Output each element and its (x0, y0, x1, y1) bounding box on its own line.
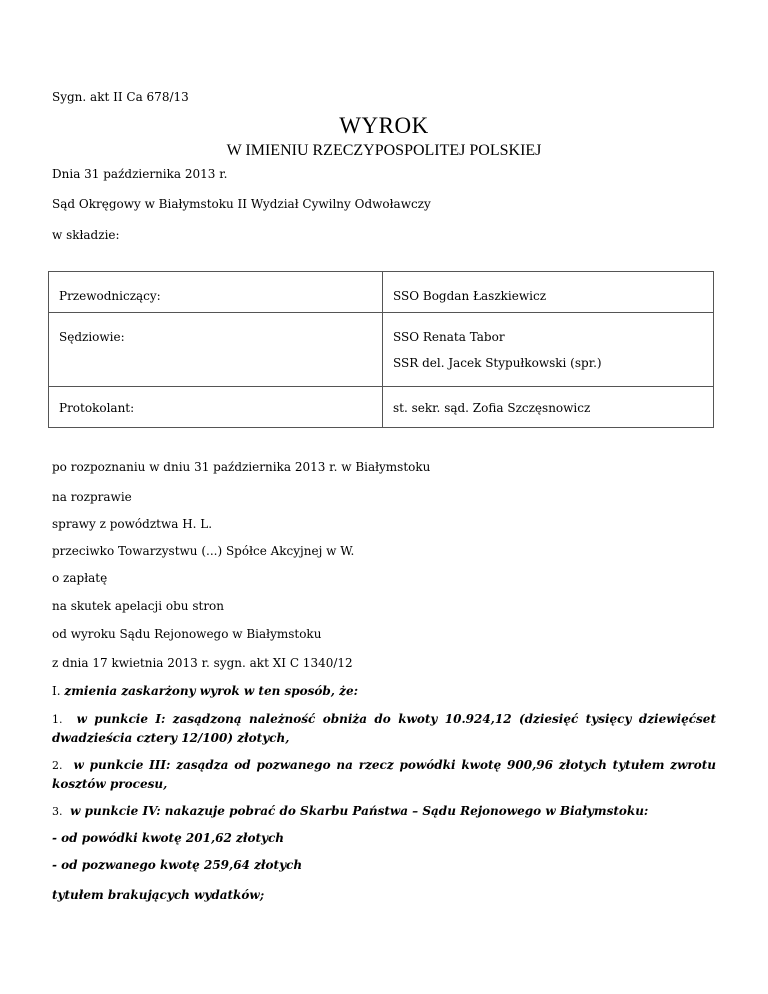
ruling-subitem: - od powódki kwotę 201,62 złotych (52, 831, 284, 845)
bench-cell (49, 387, 383, 428)
ruling-item-text: w punkcie IV: nakazuje pobrać do Skarbu Państwa – Sądu Rejonowego w Białymstoku: (70, 804, 649, 818)
composition-label: w składzie: (52, 228, 120, 242)
ruling-item-text: w punkcie III: zasądza od pozwanego na rzecz powódki kwotę 900,96 złotych tytułem zwrotu kosztów procesu, (52, 758, 716, 791)
clerk-label: Protokolant: (59, 401, 135, 415)
ruling-subitem: - od pozwanego kwotę 259,64 złotych (52, 858, 303, 872)
proceedings-line: sprawy z powództwa H. L. (52, 517, 213, 531)
ruling-item-number: 3. (52, 805, 63, 818)
proceedings-line: od wyroku Sądu Rejonowego w Białymstoku (52, 627, 322, 641)
ruling-item-number: 2. (52, 759, 63, 772)
case-reference: Sygn. akt II Ca 678/13 (52, 90, 189, 104)
bench-row-chair (49, 272, 714, 313)
bench-row-judges (49, 313, 714, 387)
court-name: Sąd Okręgowy w Białymstoku II Wydział Cywilny Odwoławczy (52, 197, 431, 211)
ruling-closing: tytułem brakujących wydatków; (52, 888, 265, 902)
document-title: WYROK (339, 113, 429, 138)
ruling-heading (52, 684, 358, 698)
proceedings-line: na rozprawie (52, 490, 132, 504)
bench-row-clerk (49, 387, 714, 428)
bench-cell (383, 272, 714, 313)
bench-cell (49, 272, 383, 313)
ruling-item-text: w punkcie I: zasądzoną należność obniża do kwoty 10.924,12 (dziesięć tysięcy dziewięćset dwadzieścia cztery 12/100) złotych, (52, 712, 716, 745)
bench-cell (383, 387, 714, 428)
ruling-item-number: 1. (52, 713, 63, 726)
proceedings-line: o zapłatę (52, 571, 108, 585)
proceedings-line: z dnia 17 kwietnia 2013 r. sygn. akt XI C 1340/12 (52, 656, 353, 670)
ruling-item-2 (52, 756, 716, 793)
judge-name-1: SSO Renata Tabor (393, 330, 505, 344)
bench-cell (383, 313, 714, 387)
proceedings-line: przeciwko Towarzystwu (...) Spółce Akcyjnej w W. (52, 544, 355, 558)
judge-name-2: SSR del. Jacek Stypułkowski (spr.) (393, 356, 602, 370)
ruling-heading-number: I. (52, 684, 61, 698)
chair-label: Przewodniczący: (59, 289, 161, 303)
ruling-heading-text: zmienia zaskarżony wyrok w ten sposób, że: (64, 684, 359, 698)
ruling-item-3 (52, 804, 648, 819)
judges-label: Sędziowie: (59, 330, 125, 344)
document-subtitle: W IMIENIU RZECZYPOSPOLITEJ POLSKIEJ (226, 142, 542, 159)
chair-name: SSO Bogdan Łaszkiewicz (393, 289, 547, 303)
ruling-item-1 (52, 710, 716, 747)
bench-table (48, 271, 714, 428)
clerk-name: st. sekr. sąd. Zofia Szczęsnowicz (393, 401, 591, 415)
proceedings-line: na skutek apelacji obu stron (52, 599, 225, 613)
bench-cell (49, 313, 383, 387)
judgment-date: Dnia 31 października 2013 r. (52, 167, 228, 181)
proceedings-line: po rozpoznaniu w dniu 31 października 2013 r. w Białymstoku (52, 460, 431, 474)
